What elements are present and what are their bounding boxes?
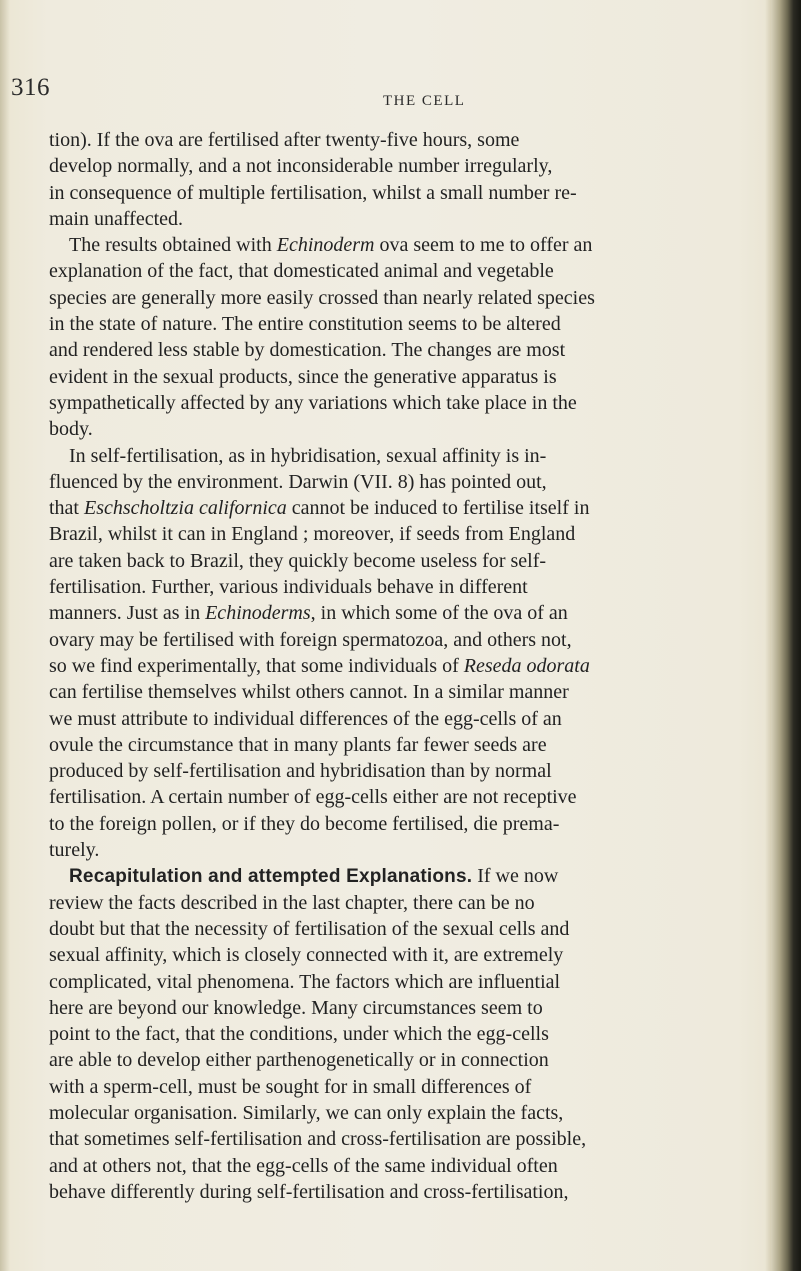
text-span: manners. Just as in — [49, 602, 206, 625]
text-line — [49, 548, 765, 574]
text-span: body. — [49, 418, 93, 441]
text-line — [49, 521, 765, 547]
paragraph — [49, 232, 765, 442]
text-line — [49, 863, 765, 889]
text-span: In self-fertilisation, as in hybridisation, sexual affinity is in- — [69, 444, 547, 467]
text-line — [49, 811, 765, 837]
text-span: that sometimes self-fertilisation and cross-fertilisation are possible, — [49, 1128, 587, 1151]
text-line — [49, 942, 765, 968]
text-span: species are generally more easily crossed than nearly related species — [49, 286, 595, 309]
text-line — [49, 232, 765, 258]
text-line — [49, 890, 765, 916]
italic-term: Reseda odorata — [463, 654, 590, 677]
text-span: sexual affinity, which is closely connected with it, are extremely — [49, 944, 564, 967]
text-line — [49, 995, 765, 1021]
text-span: and at others not, that the egg-cells of the same individual often — [49, 1154, 558, 1177]
text-line — [49, 1074, 765, 1100]
text-line — [49, 1100, 765, 1126]
text-span: are taken back to Brazil, they quickly become useless for self- — [49, 549, 547, 572]
text-line — [49, 600, 765, 626]
italic-term: Eschscholtzia californica — [84, 497, 287, 520]
text-span: fertilisation. A certain number of egg-cells either are not receptive — [49, 786, 577, 809]
text-span: with a sperm-cell, must be sought for in small differences of — [49, 1075, 532, 1098]
text-line — [49, 364, 765, 390]
text-span: sympathetically affected by any variations which take place in the — [49, 391, 577, 414]
paragraph — [49, 443, 765, 864]
text-line — [49, 1153, 765, 1179]
text-span: ova seem to me to offer an — [374, 234, 593, 257]
text-line — [49, 469, 765, 495]
text-line — [49, 337, 765, 363]
text-line — [49, 127, 765, 153]
text-span: and rendered less stable by domestication. The changes are most — [49, 339, 566, 362]
text-line — [49, 390, 765, 416]
text-span: we must attribute to individual differences of the egg-cells of an — [49, 707, 562, 730]
text-span: The results obtained with — [69, 234, 277, 257]
text-line — [49, 574, 765, 600]
text-line — [49, 916, 765, 942]
page-number: 316 — [11, 74, 50, 101]
text-span: evident in the sexual products, since the generative apparatus is — [49, 365, 557, 388]
paragraph — [49, 863, 765, 1205]
text-line — [49, 1126, 765, 1152]
text-span: ovary may be fertilised with foreign spermatozoa, and others not, — [49, 628, 572, 651]
section-heading: Recapitulation and attempted Explanations. — [69, 866, 473, 888]
body-text — [49, 127, 765, 1205]
text-line — [49, 285, 765, 311]
text-span: cannot be induced to fertilise itself in — [286, 497, 590, 520]
text-span: behave differently during self-fertilisation and cross-fertilisation, — [49, 1180, 569, 1203]
text-span: in consequence of multiple fertilisation, whilst a small number re- — [49, 181, 577, 204]
text-line — [49, 153, 765, 179]
text-line — [49, 627, 765, 653]
text-line — [49, 732, 765, 758]
text-line — [49, 837, 765, 863]
text-line — [49, 758, 765, 784]
text-span: develop normally, and a not inconsiderable number irregularly, — [49, 155, 553, 178]
text-span: If we now — [472, 865, 559, 888]
text-span: are able to develop either parthenogenetically or in connection — [49, 1049, 549, 1072]
text-span: explanation of the fact, that domesticated animal and vegetable — [49, 260, 554, 283]
text-line — [49, 206, 765, 232]
text-span: fertilisation. Further, various individuals behave in different — [49, 576, 528, 599]
italic-term: Echinoderms — [205, 602, 311, 625]
text-span: that — [49, 497, 84, 520]
text-line — [49, 180, 765, 206]
italic-term: Echinoderm — [276, 234, 375, 257]
text-span: Brazil, whilst it can in England ; moreover, if seeds from England — [49, 523, 576, 546]
text-line — [49, 679, 765, 705]
text-span: so we find experimentally, that some individuals of — [49, 654, 464, 677]
text-span: can fertilise themselves whilst others cannot. In a similar manner — [49, 681, 569, 704]
text-line — [49, 1021, 765, 1047]
text-span: complicated, vital phenomena. The factors which are influential — [49, 970, 561, 993]
text-line — [49, 311, 765, 337]
text-span: produced by self-fertilisation and hybridisation than by normal — [49, 760, 552, 783]
text-line — [49, 495, 765, 521]
text-span: molecular organisation. Similarly, we can only explain the facts, — [49, 1101, 564, 1124]
text-line — [49, 706, 765, 732]
text-line — [49, 416, 765, 442]
text-span: main unaffected. — [49, 207, 184, 230]
text-span: review the facts described in the last chapter, there can be no — [49, 891, 535, 914]
text-span: tion). If the ova are fertilised after twenty-five hours, some — [49, 129, 520, 151]
text-line — [49, 969, 765, 995]
text-span: here are beyond our knowledge. Many circumstances seem to — [49, 996, 543, 1019]
text-span: in the state of nature. The entire constitution seems to be altered — [49, 313, 561, 336]
text-span: ovule the circumstance that in many plants far fewer seeds are — [49, 733, 547, 756]
text-span: point to the fact, that the conditions, under which the egg-cells — [49, 1023, 549, 1046]
text-line — [49, 1047, 765, 1073]
text-span: turely. — [49, 839, 100, 862]
text-span: fluenced by the environment. Darwin (VII. 8) has pointed out, — [49, 470, 547, 493]
text-line — [49, 258, 765, 284]
text-span: , in which some of the ova of an — [310, 602, 568, 625]
text-line — [49, 443, 765, 469]
page-shadow — [0, 0, 10, 1271]
text-span: to the foreign pollen, or if they do become fertilised, die prema- — [49, 812, 560, 835]
running-head: THE CELL — [383, 93, 466, 109]
book-binding — [771, 0, 801, 1271]
text-span: doubt but that the necessity of fertilisation of the sexual cells and — [49, 917, 570, 940]
text-line — [49, 653, 765, 679]
text-line — [49, 784, 765, 810]
text-line — [49, 1179, 765, 1205]
paragraph — [49, 127, 765, 232]
